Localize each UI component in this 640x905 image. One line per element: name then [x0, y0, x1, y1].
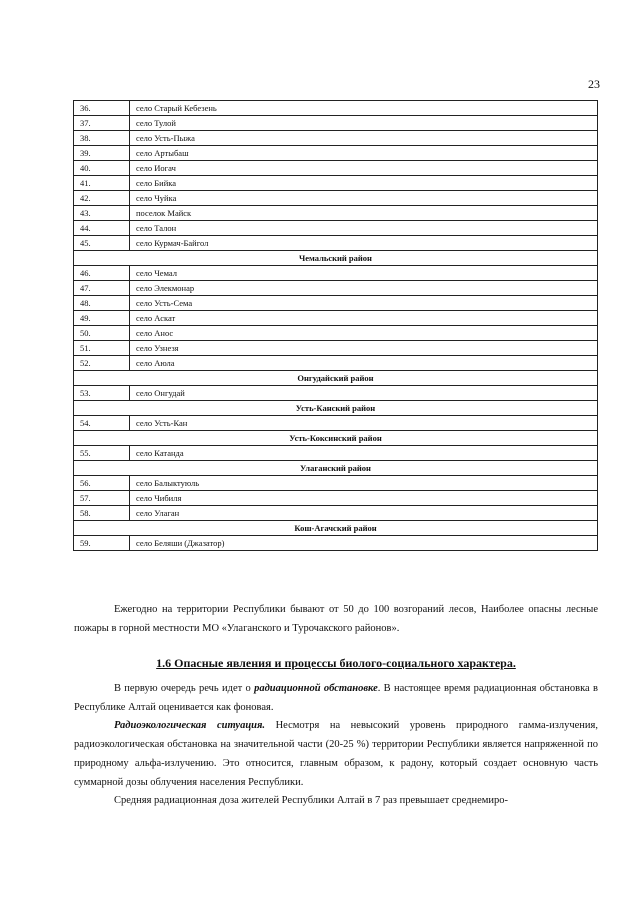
settlement-name: село Старый Кебезень: [130, 101, 598, 116]
table-row: [74, 341, 598, 356]
row-number: 55.: [74, 446, 130, 461]
table-row: [74, 296, 598, 311]
radioecology-emphasis: Радиоэкологическая ситуация.: [114, 720, 266, 732]
row-number: 38.: [74, 131, 130, 146]
row-number: 56.: [74, 476, 130, 491]
radiation-paragraph: [74, 680, 598, 717]
row-number: 47.: [74, 281, 130, 296]
table-row: [74, 476, 598, 491]
district-row: [74, 251, 598, 266]
district-row: [74, 371, 598, 386]
settlement-name: село Бийка: [130, 176, 598, 191]
district-name: Улаганский район: [74, 461, 598, 476]
radiation-text-a: В первую очередь речь идет о: [114, 683, 255, 694]
body-text: [74, 680, 598, 811]
row-number: 42.: [74, 191, 130, 206]
district-name: Усть-Канский район: [74, 401, 598, 416]
row-number: 41.: [74, 176, 130, 191]
settlement-name: село Усть-Сема: [130, 296, 598, 311]
table-row: [74, 221, 598, 236]
table-row: [74, 356, 598, 371]
row-number: 54.: [74, 416, 130, 431]
table-row: [74, 146, 598, 161]
settlement-name: село Элекмонар: [130, 281, 598, 296]
table-row: [74, 206, 598, 221]
table-row: [74, 536, 598, 551]
table-row: [74, 116, 598, 131]
table-row: [74, 191, 598, 206]
settlement-name: село Тулой: [130, 116, 598, 131]
table-row: [74, 131, 598, 146]
settlement-name: село Усть-Пыжа: [130, 131, 598, 146]
row-number: 57.: [74, 491, 130, 506]
row-number: 49.: [74, 311, 130, 326]
table-row: [74, 236, 598, 251]
settlement-name: село Курмач-Байгол: [130, 236, 598, 251]
settlement-name: село Чибиля: [130, 491, 598, 506]
settlement-name: село Улаган: [130, 506, 598, 521]
settlement-name: село Балыктуюль: [130, 476, 598, 491]
table-row: [74, 311, 598, 326]
row-number: 53.: [74, 386, 130, 401]
row-number: 48.: [74, 296, 130, 311]
row-number: 46.: [74, 266, 130, 281]
settlement-name: село Артыбаш: [130, 146, 598, 161]
settlement-name: село Талон: [130, 221, 598, 236]
table-row: [74, 446, 598, 461]
row-number: 40.: [74, 161, 130, 176]
radioecology-paragraph: [74, 717, 598, 792]
district-row: [74, 401, 598, 416]
table-row: [74, 416, 598, 431]
row-number: 51.: [74, 341, 130, 356]
settlements-table: [73, 100, 598, 551]
table-row: [74, 161, 598, 176]
table-row: [74, 101, 598, 116]
row-number: 59.: [74, 536, 130, 551]
settlement-name: поселок Майск: [130, 206, 598, 221]
settlement-name: село Иогач: [130, 161, 598, 176]
table-row: [74, 506, 598, 521]
fires-paragraph: Ежегодно на территории Республики бывают от 50 до 100 возгораний лесов, Наиболее опасны лесные пожары в горной местности МО «Улаганского и Турочакского районов».: [74, 604, 598, 634]
row-number: 44.: [74, 221, 130, 236]
settlement-name: село Усть-Кан: [130, 416, 598, 431]
row-number: 37.: [74, 116, 130, 131]
table-row: [74, 266, 598, 281]
settlement-name: село Онгудай: [130, 386, 598, 401]
row-number: 50.: [74, 326, 130, 341]
district-row: [74, 521, 598, 536]
dose-paragraph: Средняя радиационная доза жителей Республики Алтай в 7 раз превышает среднемиро-: [114, 795, 509, 807]
radioecology-text: Несмотря на невысокий уровень природного гамма-излучения, радиоэкологическая обстановка на значительной части (20-25 %) территории Республики является напряженной по природному альфа-излучению. Это относится, главным образом, к радону, который создает основную часть суммарной дозы облучения населения Республики.: [74, 720, 598, 788]
row-number: 39.: [74, 146, 130, 161]
settlement-name: село Узнезя: [130, 341, 598, 356]
settlement-name: село Анос: [130, 326, 598, 341]
row-number: 52.: [74, 356, 130, 371]
page-number: 23: [588, 77, 600, 91]
settlement-name: село Аюла: [130, 356, 598, 371]
district-name: Онгудайский район: [74, 371, 598, 386]
settlement-name: село Беляши (Джазатор): [130, 536, 598, 551]
radiation-emphasis: радиационной обстановке: [254, 683, 378, 694]
settlement-name: село Катанда: [130, 446, 598, 461]
district-name: Кош-Агачский район: [74, 521, 598, 536]
settlement-name: село Аскат: [130, 311, 598, 326]
section-heading: 1.6 Опасные явления и процессы биолого-социального характера.: [156, 656, 516, 670]
table-row: [74, 326, 598, 341]
district-name: Усть-Коксинский район: [74, 431, 598, 446]
table-row: [74, 491, 598, 506]
row-number: 58.: [74, 506, 130, 521]
district-row: [74, 431, 598, 446]
row-number: 43.: [74, 206, 130, 221]
table-row: [74, 386, 598, 401]
settlement-name: село Чемал: [130, 266, 598, 281]
table-row: [74, 176, 598, 191]
district-name: Чемальский район: [74, 251, 598, 266]
table-row: [74, 281, 598, 296]
radiation-text-b: . В настоящее время радиационная обстановка в Республике Алтай оценивается как фоновая.: [74, 683, 598, 713]
district-row: [74, 461, 598, 476]
settlement-name: село Чуйка: [130, 191, 598, 206]
row-number: 36.: [74, 101, 130, 116]
row-number: 45.: [74, 236, 130, 251]
